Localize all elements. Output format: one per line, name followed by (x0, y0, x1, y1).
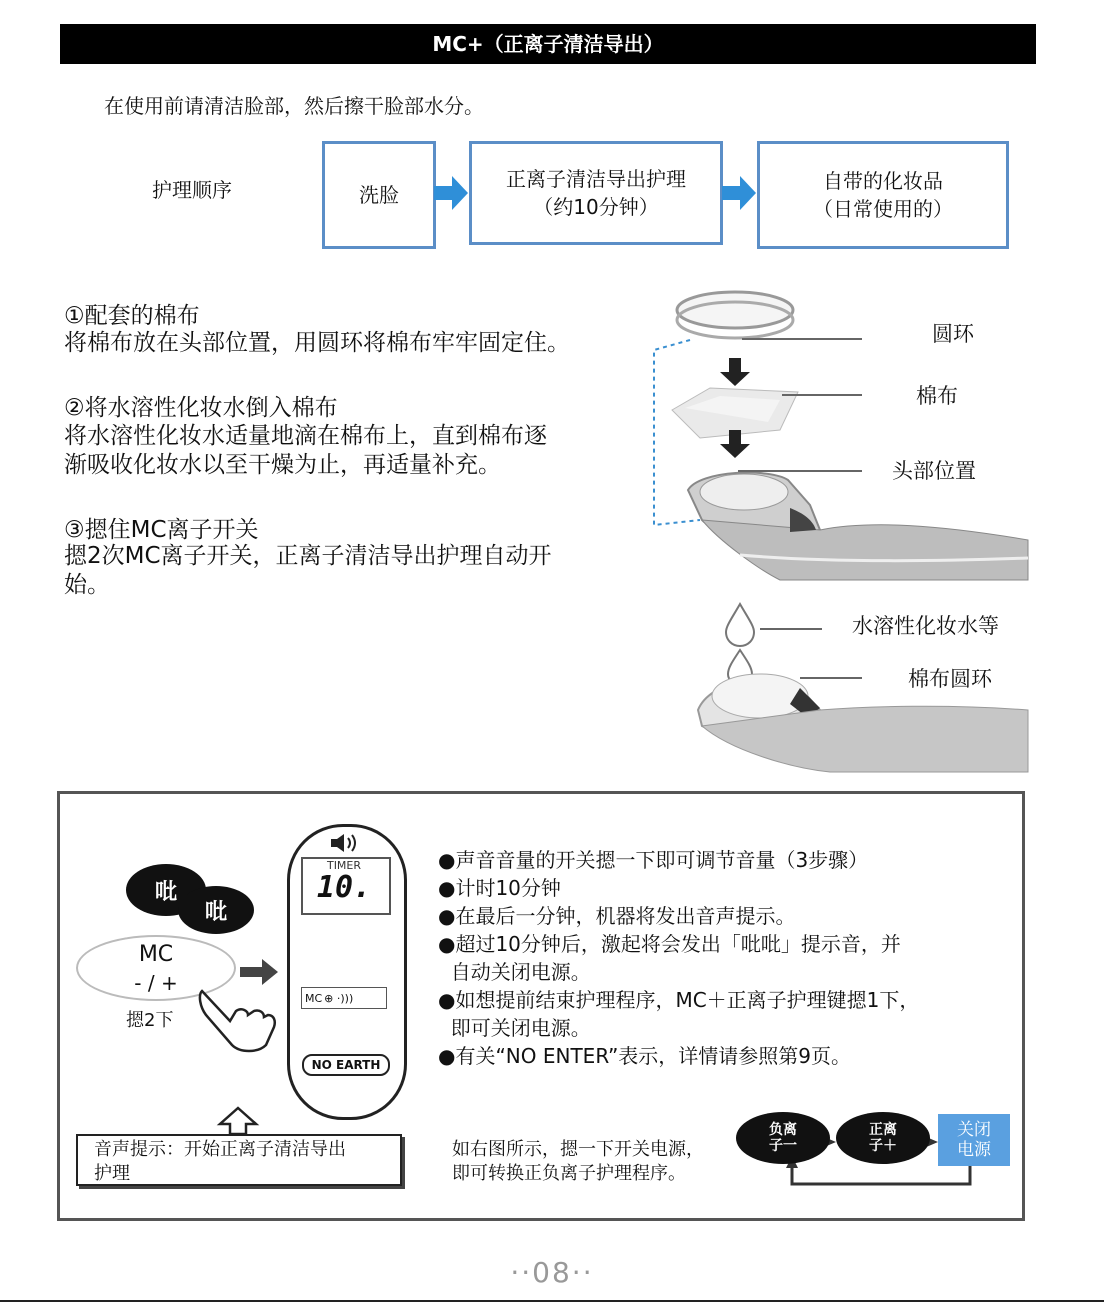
label-cloth: 棉布 (916, 384, 958, 408)
positive-ion-line1: 正离 (869, 1122, 897, 1138)
timer-label: TIMER (326, 859, 362, 872)
mc-indicator (301, 987, 387, 1009)
arrow-up-icon (216, 1106, 260, 1136)
label-head: 头部位置 (892, 459, 976, 483)
beep-bubble-1-text: 吡 (154, 879, 177, 905)
instruction-bullets (438, 846, 919, 1070)
assembly-illustration (640, 280, 1040, 590)
mc-indicator-label: MC (305, 991, 323, 1005)
step3-body-line2: 始。 (64, 572, 110, 598)
hand-pointer-icon (196, 985, 280, 1055)
bullet-item: ●计时10分钟 (438, 876, 561, 900)
page-bottom-rule (0, 1300, 1104, 1302)
power-off-line2: 电源 (957, 1140, 991, 1160)
timer-value: 10. (316, 870, 372, 905)
flow-step-treatment (469, 141, 723, 245)
power-off-line1: 关闭 (957, 1120, 991, 1140)
label-cloth-ring: 棉布圆环 (908, 667, 992, 691)
negative-ion-mode (736, 1112, 830, 1164)
flow-step-cosmetics-line1: 自带的化妆品 (823, 169, 943, 193)
page-title: MC+（正离子清洁导出） (60, 24, 1036, 64)
flow-arrow-2-icon (720, 174, 758, 214)
head-leader-line (738, 470, 862, 472)
beep-bubble-2-text: 吡 (204, 899, 227, 925)
bullet-item: ●声音音量的开关摁一下即可调节音量（3步骤） (438, 848, 869, 872)
ring-leader-line (742, 338, 862, 340)
bullet-item: 即可关闭电源。 (438, 1016, 591, 1040)
sound-tip-line1: 音声提示：开始正离子清洁导出 (94, 1139, 346, 1160)
mc-button-label: MC (138, 942, 174, 967)
flow-step-wash (322, 141, 436, 249)
flow-step-cosmetics (757, 141, 1009, 249)
press-twice-label: 摁2下 (126, 1010, 174, 1031)
bullet-item: 自动关闭电源。 (438, 960, 591, 984)
label-lotion: 水溶性化妆水等 (852, 614, 999, 638)
step2-body-line2: 渐吸收化妆水以至干燥为止，再适量补充。 (64, 452, 501, 478)
cloth-leader-line (782, 394, 862, 396)
flow-arrow-1-icon (432, 174, 470, 214)
power-off-mode (938, 1114, 1010, 1166)
step3-body-line1: 摁2次MC离子开关，正离子清洁导出护理自动开 (64, 543, 552, 569)
bullet-item: ●超过10分钟后，激起将会发出「吡吡」提示音，并 (438, 932, 901, 956)
bullet-item: ●在最后一分钟，机器将发出音声提示。 (438, 904, 796, 928)
flow-step-treatment-line2: （约10分钟） (533, 195, 659, 219)
flow-step-cosmetics-line2: （日常使用的） (813, 197, 953, 221)
flow-step-wash-text: 洗脸 (359, 183, 399, 207)
sound-tip-line2: 护理 (94, 1163, 130, 1184)
flow-step-treatment-line1: 正离子清洁导出护理 (506, 167, 686, 191)
arrow-right-icon (240, 958, 280, 986)
switch-note-line1: 如右图所示，摁一下开关电源， (452, 1139, 704, 1160)
mc-button-sub: - / + (134, 971, 178, 995)
step2-title: ②将水溶性化妆水倒入棉布 (64, 395, 338, 421)
mc-wave-icon: ⊕ ·))) (324, 991, 354, 1005)
lotion-leader-line (760, 628, 822, 630)
switch-note-line2: 即可转换正负离子护理程序。 (452, 1163, 686, 1184)
step2-body-line1: 将水溶性化妆水适量地滴在棉布上，直到棉布逐 (64, 423, 547, 449)
negative-ion-line2: 子一 (769, 1138, 797, 1154)
speaker-icon (328, 832, 362, 854)
beep-bubble-2 (178, 886, 254, 934)
label-ring: 圆环 (932, 322, 974, 346)
sound-tip-box (76, 1134, 402, 1186)
switch-note (452, 1138, 704, 1186)
step1-title: ①配套的棉布 (64, 303, 200, 329)
page-number: ··08·· (510, 1256, 594, 1289)
positive-ion-line2: 子＋ (869, 1138, 897, 1154)
positive-ion-mode (836, 1112, 930, 1164)
sequence-label: 护理顺序 (152, 178, 232, 202)
step1-body: 将棉布放在头部位置，用圆环将棉布牢牢固定住。 (64, 330, 570, 356)
no-earth-indicator: NO EARTH (302, 1054, 390, 1076)
negative-ion-line1: 负离 (769, 1122, 797, 1138)
cloth-ring-leader-line (800, 677, 862, 679)
bullet-item: ●如想提前结束护理程序，MC＋正离子护理键摁1下， (438, 988, 920, 1012)
intro-text: 在使用前请清洁脸部，然后擦干脸部水分。 (104, 94, 484, 118)
step3-title: ③摁住MC离子开关 (64, 517, 259, 543)
bullet-item: ●有关“NO ENTER”表示，详情请参照第9页。 (438, 1044, 852, 1068)
